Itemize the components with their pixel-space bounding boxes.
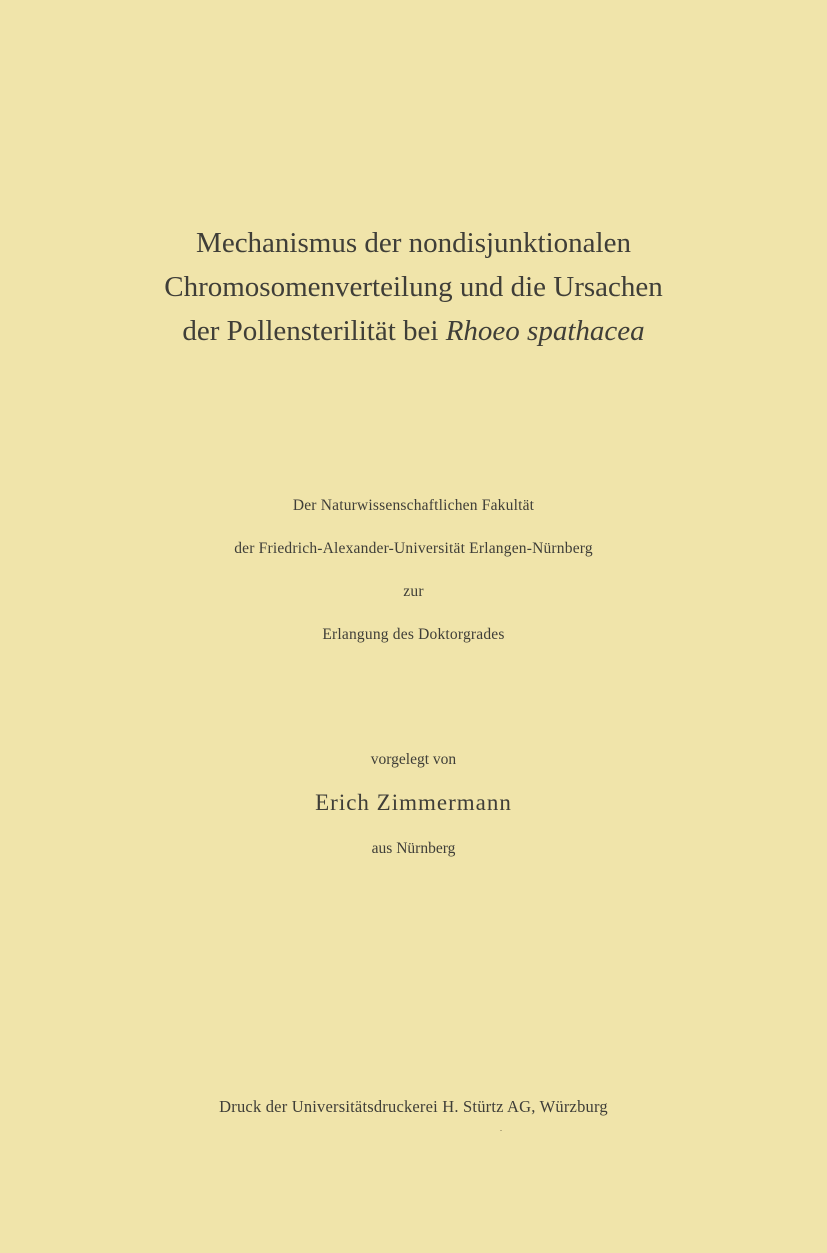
title-line-3-text: der Pollensterilität bei	[182, 315, 446, 347]
species-name: Rhoeo spathacea	[445, 315, 645, 347]
presented-by: vorgelegt von	[370, 751, 457, 768]
author-name: Erich Zimmermann	[315, 790, 512, 815]
dedication-line-3: zur	[403, 583, 424, 600]
printer-imprint: Druck der Universitätsdruckerei H. Stürtz AG, Würzburg	[219, 1097, 608, 1116]
dedication-line-4: Erlangung des Doktorgrades	[322, 626, 505, 643]
paper-speck	[500, 1130, 502, 1131]
dedication-line-1: Der Naturwissenschaftlichen Fakultät	[292, 497, 535, 514]
title-line-2: Chromosomenverteilung und die Ursachen	[164, 271, 663, 303]
dedication	[0, 494, 827, 666]
title-line-1: Mechanismus der nondisjunktionalen	[196, 227, 631, 259]
document-title	[0, 221, 827, 353]
author-origin: aus Nürnberg	[371, 840, 456, 857]
dedication-line-2: der Friedrich-Alexander-Universität Erlangen-Nürnberg	[234, 540, 593, 557]
title-line-3	[0, 309, 827, 353]
